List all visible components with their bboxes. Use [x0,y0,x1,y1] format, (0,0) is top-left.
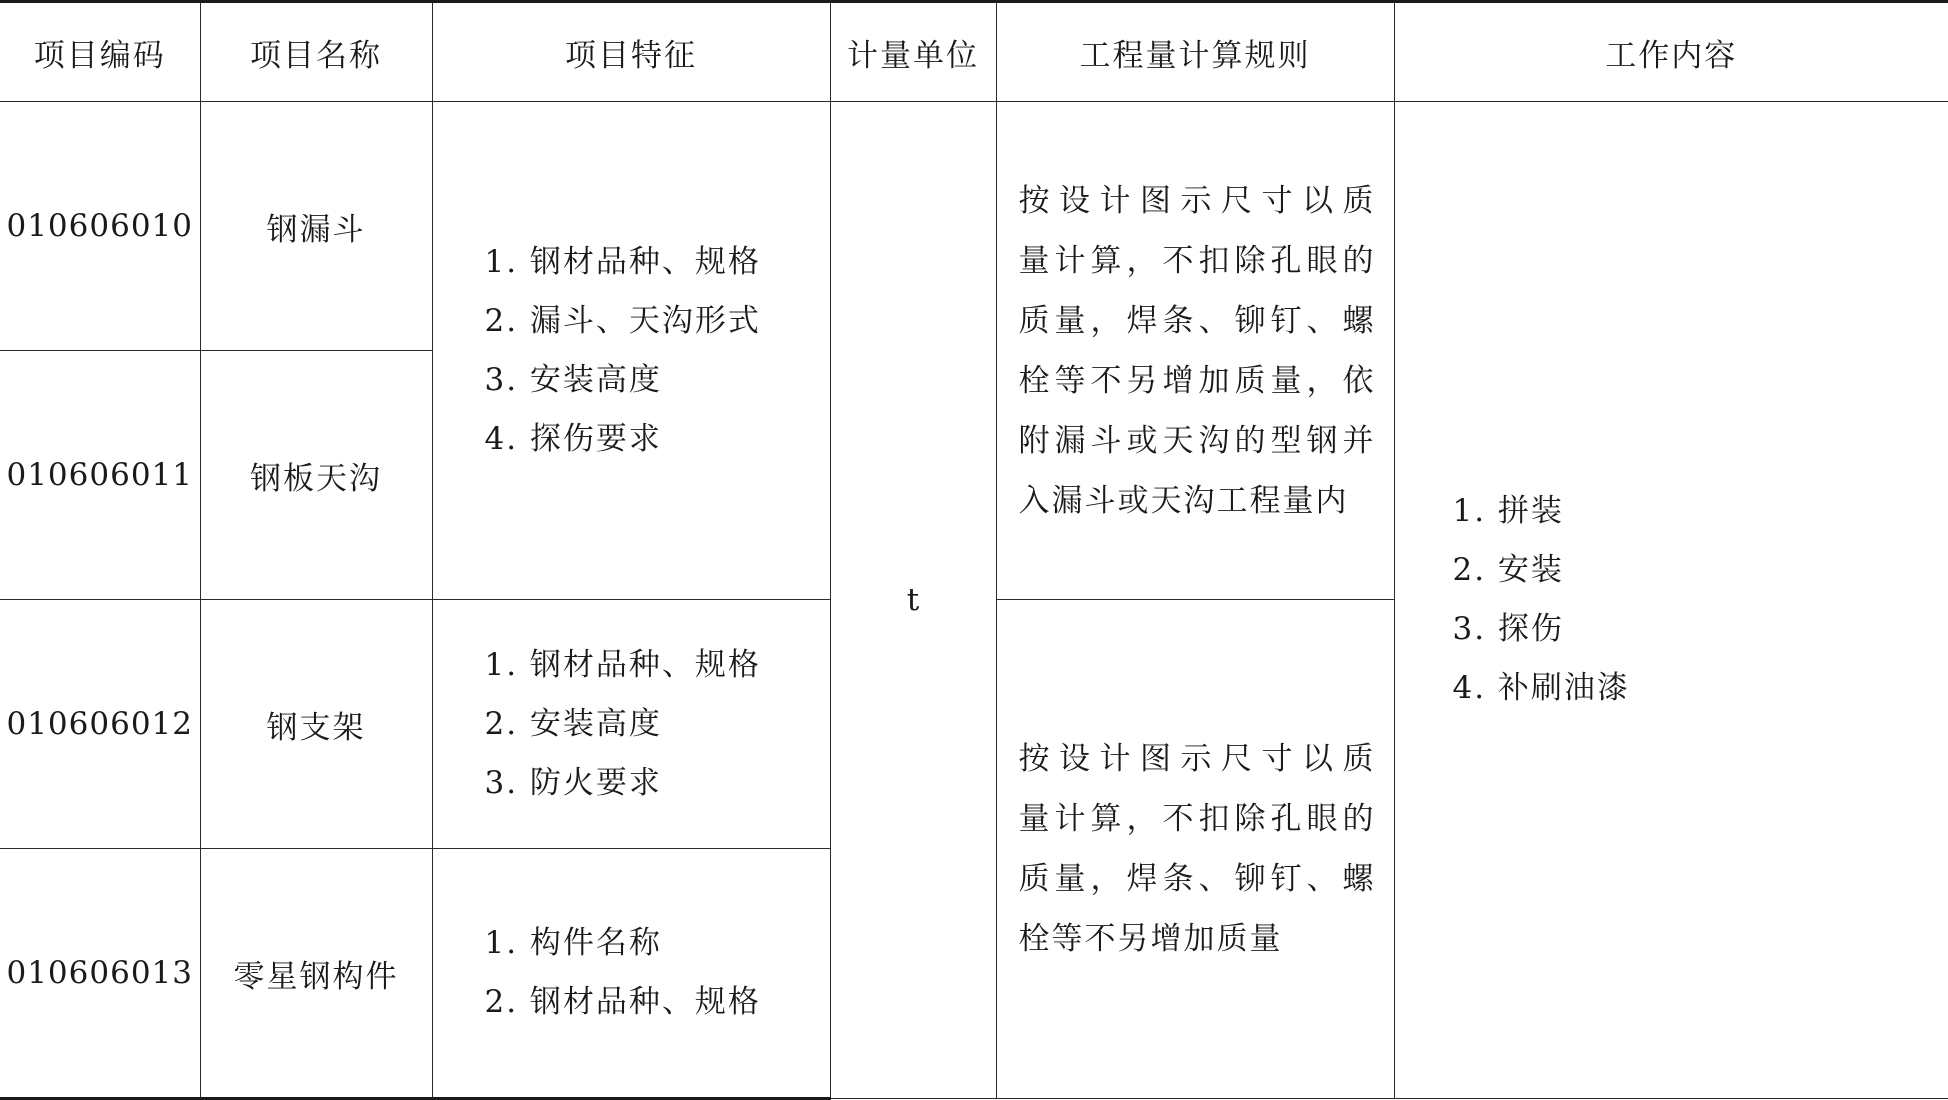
feature-item: 2. 漏斗、天沟形式 [485,292,830,351]
item-name: 钢板天沟 [200,351,432,600]
header-rule: 工程量计算规则 [996,2,1394,102]
work-item: 1. 拼装 [1453,482,1948,541]
features-cell-1 [432,102,830,600]
feature-item: 3. 安装高度 [485,351,830,410]
rule-line: 栓等不另增加质量 [1019,909,1376,969]
rule-line: 按设计图示尺寸以质 [1019,171,1376,231]
item-name: 钢支架 [200,600,432,849]
work-item: 4. 补刷油漆 [1453,659,1948,718]
feature-item: 4. 探伤要求 [485,410,830,469]
rule-line: 附漏斗或天沟的型钢并 [1019,411,1376,471]
unit-cell: t [830,102,996,1099]
header-row [0,2,1948,102]
feature-item: 1. 构件名称 [485,914,830,973]
feature-item: 2. 安装高度 [485,695,830,754]
rule-line: 质量，焊条、铆钉、螺 [1019,291,1376,351]
rule-line: 入漏斗或天沟工程量内 [1019,471,1376,531]
rule-cell-1 [996,102,1394,600]
feature-item: 2. 钢材品种、规格 [485,973,830,1032]
header-features: 项目特征 [432,2,830,102]
item-code: 010606011 [0,351,200,600]
item-name: 钢漏斗 [200,102,432,351]
rule-line: 质量，焊条、铆钉、螺 [1019,849,1376,909]
features-cell-2 [432,600,830,849]
rule-line: 量计算，不扣除孔眼的 [1019,789,1376,849]
item-code: 010606012 [0,600,200,849]
item-name: 零星钢构件 [200,849,432,1099]
header-unit: 计量单位 [830,2,996,102]
features-cell-3 [432,849,830,1099]
item-code: 010606013 [0,849,200,1099]
rule-line: 栓等不另增加质量，依 [1019,351,1376,411]
feature-item: 1. 钢材品种、规格 [485,636,830,695]
header-name: 项目名称 [200,2,432,102]
feature-item: 3. 防火要求 [485,754,830,813]
rule-line: 按设计图示尺寸以质 [1019,729,1376,789]
header-work: 工作内容 [1394,2,1948,102]
header-code: 项目编码 [0,2,200,102]
feature-item: 1. 钢材品种、规格 [485,233,830,292]
work-cell [1394,102,1948,1099]
item-code: 010606010 [0,102,200,351]
rule-line: 量计算，不扣除孔眼的 [1019,231,1376,291]
work-item: 2. 安装 [1453,541,1948,600]
rule-cell-2 [996,600,1394,1099]
work-item: 3. 探伤 [1453,600,1948,659]
table-row [0,102,1948,351]
